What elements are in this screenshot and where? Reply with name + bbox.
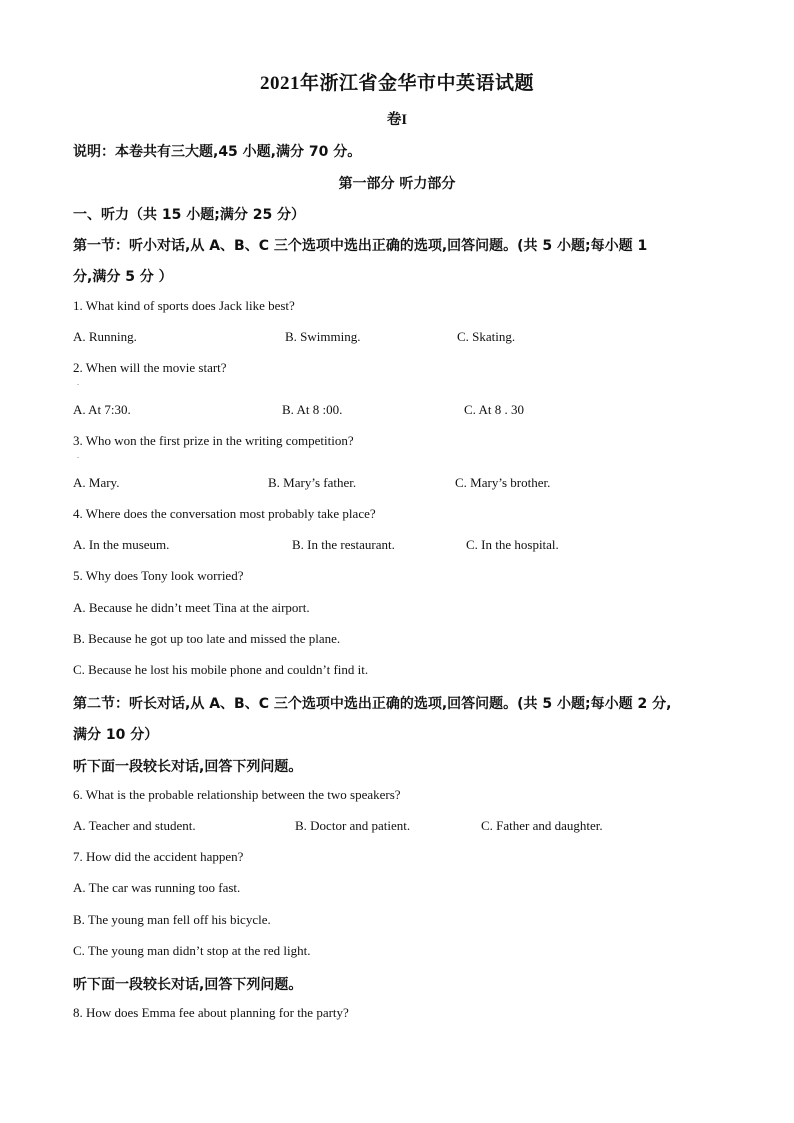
q2-option-c: C. At 8 . 30	[464, 402, 524, 417]
listen-instruction-1: 听下面一段较长对话,回答下列问题。	[73, 759, 303, 775]
section1-intro-line1: 第一节：听小对话,从 A、B、C 三个选项中选出正确的选项,回答问题。(共 5 小题;每小题 1	[73, 238, 648, 254]
q6-option-a: A. Teacher and student.	[73, 818, 196, 833]
q4-option-a: A. In the museum.	[73, 537, 170, 552]
q3-option-a: A. Mary.	[73, 475, 120, 490]
question-8: 8. How does Emma fee about planning for the party?	[73, 1005, 349, 1020]
q2-option-a: A. At 7:30.	[73, 402, 131, 417]
mark-dot: .	[77, 378, 79, 387]
volume-label: 卷I	[386, 112, 408, 128]
q5-option-c: C. Because he lost his mobile phone and couldn’t find it.	[73, 662, 369, 677]
q5-option-b: B. Because he got up too late and missed the plane.	[73, 631, 341, 646]
question-1: 1. What kind of sports does Jack like best?	[73, 298, 295, 313]
q4-option-c: C. In the hospital.	[466, 537, 559, 552]
listen-instruction-2: 听下面一段较长对话,回答下列问题。	[73, 977, 303, 993]
q7-option-a: A. The car was running too fast.	[73, 880, 241, 895]
q1-option-c: C. Skating.	[457, 329, 516, 344]
q2-option-b: B. At 8 :00.	[282, 402, 343, 417]
question-6: 6. What is the probable relationship between the two speakers?	[73, 787, 401, 802]
q5-option-a: A. Because he didn’t meet Tina at the airport.	[73, 600, 310, 615]
q6-option-c: C. Father and daughter.	[481, 818, 603, 833]
question-5: 5. Why does Tony look worried?	[73, 568, 244, 583]
part-heading: 第一部分 听力部分	[338, 176, 456, 192]
q1-option-a: A. Running.	[73, 329, 137, 344]
q1-option-b: B. Swimming.	[285, 329, 361, 344]
section2-intro-line1: 第二节：听长对话,从 A、B、C 三个选项中选出正确的选项,回答问题。(共 5 小题;每小题 2 分,	[73, 696, 672, 712]
q4-option-b: B. In the restaurant.	[292, 537, 395, 552]
section-title: 一、听力（共 15 小题;满分 25 分）	[73, 207, 306, 223]
q3-option-b: B. Mary’s father.	[268, 475, 357, 490]
question-3: 3. Who won the first prize in the writing competition?	[73, 433, 354, 448]
question-7: 7. How did the accident happen?	[73, 849, 244, 864]
q7-option-b: B. The young man fell off his bicycle.	[73, 912, 271, 927]
question-4: 4. Where does the conversation most probably take place?	[73, 506, 376, 521]
exam-note: 说明：本卷共有三大题,45 小题,满分 70 分。	[73, 144, 362, 160]
section1-intro-line2: 分,满分 5 分 ）	[73, 269, 173, 285]
q3-option-c: C. Mary’s brother.	[455, 475, 551, 490]
q6-option-b: B. Doctor and patient.	[295, 818, 411, 833]
section2-intro-line2: 满分 10 分）	[73, 727, 159, 743]
page-title: 2021年浙江省金华市中英语试题	[259, 73, 534, 94]
q7-option-c: C. The young man didn’t stop at the red light.	[73, 943, 311, 958]
mark-dot: .	[77, 451, 79, 460]
question-2: 2. When will the movie start?	[73, 360, 227, 375]
